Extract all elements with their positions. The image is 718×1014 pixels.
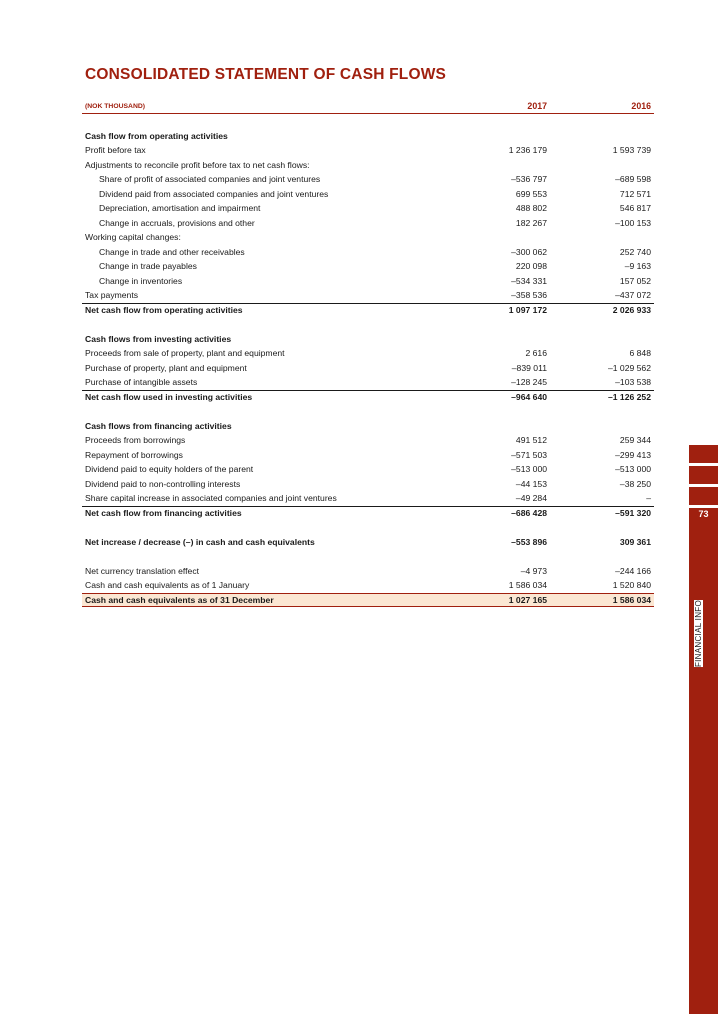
row-label: Cash and cash equivalents as of 1 January	[85, 580, 250, 590]
value-2016: –437 072	[615, 290, 651, 300]
row-label: Change in inventories	[99, 275, 183, 286]
value-2017: 220 098	[515, 261, 547, 271]
section-heading-row	[82, 419, 654, 434]
value-2016: –299 413	[615, 449, 651, 460]
value-2017: 1 027 165	[508, 594, 547, 605]
value-2017: –571 503	[511, 449, 547, 460]
row-label: Change in accruals, provisions and other	[99, 217, 255, 228]
table-row	[82, 201, 654, 216]
value-2017: –536 797	[511, 174, 547, 184]
section-label-container	[690, 600, 708, 680]
value-2016: –38 250	[619, 478, 651, 489]
row-label: Net cash flow used in investing activities	[85, 391, 253, 402]
table-row	[82, 143, 654, 158]
row-spacer	[82, 317, 654, 332]
row-label: Proceeds from borrowings	[85, 435, 186, 445]
table-row	[82, 448, 654, 463]
value-2017: –686 428	[511, 507, 547, 518]
table-row	[82, 375, 654, 390]
row-label: Proceeds from sale of property, plant and equipment	[85, 348, 285, 358]
value-2017: –534 331	[511, 275, 547, 286]
value-2016: –100 153	[615, 217, 651, 228]
value-2017: 1 586 034	[508, 580, 547, 590]
table-row	[82, 158, 654, 173]
table-row	[82, 433, 654, 448]
section-heading-row	[82, 332, 654, 347]
value-2016: –591 320	[615, 507, 651, 518]
value-2017: 488 802	[515, 203, 547, 213]
row-label: Net cash flow from financing activities	[85, 507, 242, 518]
value-2016: 6 848	[629, 348, 651, 358]
value-2016: –1 126 252	[607, 391, 651, 402]
value-2017: –553 896	[511, 536, 547, 547]
section-heading-row	[82, 129, 654, 144]
section-label: FINANCIAL INFO	[694, 600, 703, 668]
value-2016: –244 166	[615, 565, 651, 576]
value-2017: 491 512	[515, 435, 547, 445]
value-2016: 1 520 840	[612, 580, 651, 590]
column-header-2017: 2017	[527, 101, 547, 111]
value-2016: –1 029 562	[607, 362, 651, 373]
value-2017: 1 097 172	[508, 304, 547, 315]
table-row	[82, 216, 654, 231]
value-2017: 1 236 179	[508, 145, 547, 155]
cash-flow-table	[82, 99, 654, 607]
row-label: Adjustments to reconcile profit before tax to net cash flows:	[85, 159, 310, 170]
value-2016: 157 052	[619, 275, 651, 286]
value-2017: –839 011	[511, 362, 547, 373]
row-label: Repayment of borrowings	[85, 449, 183, 460]
row-label: Purchase of property, plant and equipment	[85, 362, 247, 373]
value-2017: –44 153	[515, 478, 547, 489]
row-label: Dividend paid to equity holders of the parent	[85, 464, 254, 474]
table-row	[82, 230, 654, 245]
unit-label: (NOK THOUSAND)	[85, 103, 146, 110]
value-2017: –513 000	[511, 464, 547, 474]
row-label: Net cash flow from operating activities	[85, 304, 243, 315]
row-label: Working capital changes:	[85, 232, 181, 242]
table-row	[82, 172, 654, 187]
row-label: Share of profit of associated companies and joint ventures	[99, 174, 321, 184]
value-2016: –689 598	[615, 174, 651, 184]
value-2017: –128 245	[511, 377, 547, 387]
row-label: Tax payments	[85, 290, 139, 300]
page-title: CONSOLIDATED STATEMENT OF CASH FLOWS	[85, 66, 447, 83]
row-label: Cash flows from investing activities	[85, 333, 232, 344]
row-label: Cash and cash equivalents as of 31 December	[85, 594, 274, 605]
table-row	[82, 477, 654, 492]
total-row	[82, 506, 654, 521]
row-label: Dividend paid from associated companies and joint ventures	[99, 188, 329, 199]
table-row	[82, 187, 654, 202]
table-header	[82, 99, 654, 114]
column-header-2016: 2016	[631, 101, 651, 111]
value-2017: –964 640	[511, 391, 547, 402]
table-row	[82, 535, 654, 550]
active-section-tab	[689, 508, 718, 1014]
value-2016: –	[646, 493, 651, 503]
value-2016: 1 593 739	[612, 145, 651, 155]
row-label: Change in trade payables	[99, 261, 197, 271]
value-2016: 1 586 034	[612, 594, 651, 605]
table-body	[82, 129, 654, 608]
section-tab	[689, 487, 718, 505]
value-2016: 252 740	[619, 246, 651, 257]
table-row	[82, 245, 654, 260]
value-2017: –4 973	[520, 565, 547, 576]
value-2016: 712 571	[619, 188, 651, 199]
value-2016: 259 344	[619, 435, 651, 445]
row-spacer	[82, 404, 654, 419]
row-spacer	[82, 549, 654, 564]
table-row	[82, 288, 654, 303]
row-label: Dividend paid to non-controlling interests	[85, 478, 241, 489]
row-label: Purchase of intangible assets	[85, 377, 198, 387]
value-2016: 2 026 933	[612, 304, 651, 315]
value-2017: –358 536	[511, 290, 547, 300]
value-2016: –103 538	[615, 377, 651, 387]
row-label: Net currency translation effect	[85, 565, 200, 576]
row-label: Profit before tax	[85, 145, 146, 155]
value-2017: 182 267	[515, 217, 547, 228]
total-row	[82, 303, 654, 318]
table-row	[82, 578, 654, 593]
value-2017: 699 553	[515, 188, 547, 199]
value-2017: –300 062	[511, 246, 547, 257]
table-row	[82, 274, 654, 289]
table-row	[82, 462, 654, 477]
table-row	[82, 346, 654, 361]
table-row	[82, 259, 654, 274]
row-label: Cash flows from financing activities	[85, 420, 232, 431]
section-tab	[689, 445, 718, 463]
value-2016: 309 361	[619, 536, 651, 547]
table-row	[82, 564, 654, 579]
row-label: Share capital increase in associated companies and joint ventures	[85, 493, 337, 503]
table-row	[82, 361, 654, 376]
total-row	[82, 593, 654, 608]
value-2017: –49 284	[515, 493, 547, 503]
value-2017: 2 616	[525, 348, 547, 358]
table-row	[82, 491, 654, 506]
row-spacer	[82, 520, 654, 535]
row-label: Change in trade and other receivables	[99, 246, 245, 257]
row-label: Depreciation, amortisation and impairment	[99, 203, 261, 213]
value-2016: –513 000	[615, 464, 651, 474]
value-2016: 546 817	[619, 203, 651, 213]
page-number: 73	[698, 509, 709, 519]
row-label: Net increase / decrease (–) in cash and cash equivalents	[85, 536, 315, 547]
total-row	[82, 390, 654, 405]
value-2016: –9 163	[624, 261, 651, 271]
row-label: Cash flow from operating activities	[85, 130, 228, 141]
section-tab	[689, 466, 718, 484]
